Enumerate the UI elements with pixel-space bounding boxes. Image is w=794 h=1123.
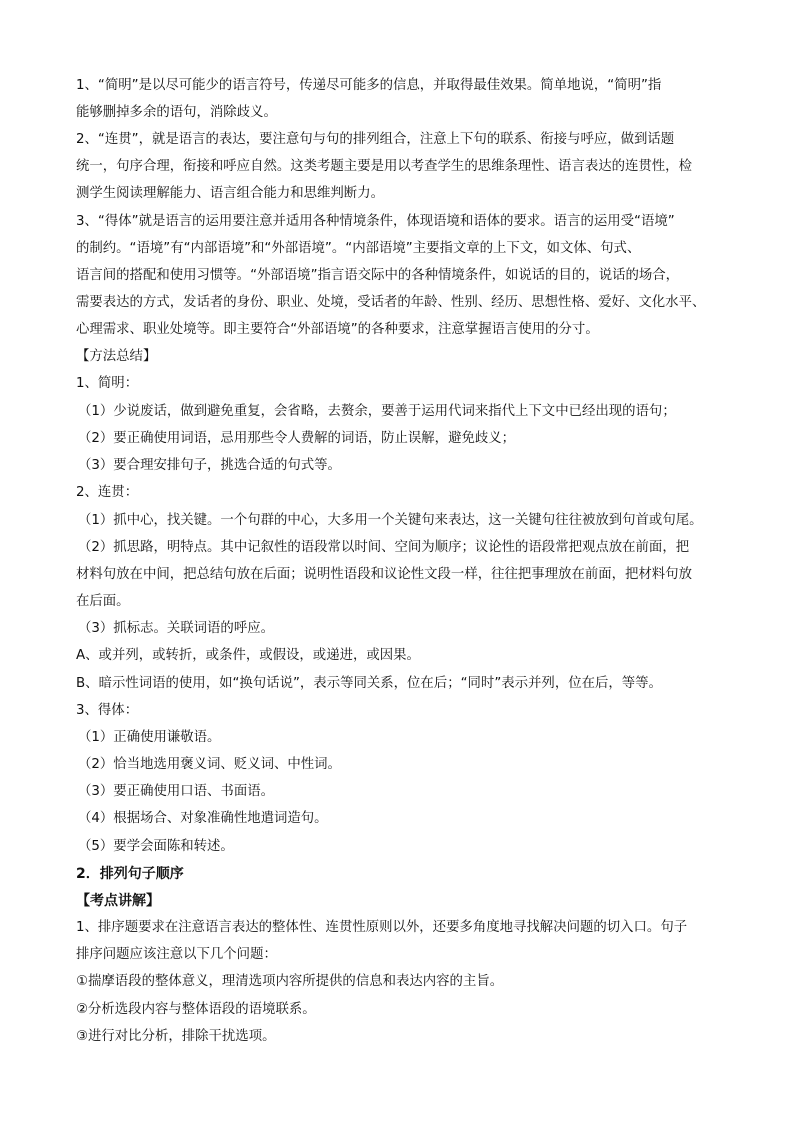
subheading-concise: 1、简明：: [76, 376, 139, 391]
para-3-line-2: 的制约。“语境”有“内部语境”和“外部语境”。“内部语境”主要指文章的上下文，如文体、句式、: [76, 241, 641, 256]
subheading-coherent: 2、连贯：: [76, 485, 139, 500]
section-heading-exam-points: 【考点讲解】: [76, 893, 160, 909]
coherent-item-2-line-2: 材料句放在中间，把总结句放在后面；说明性语段和议论性文段一样，往往把事理放在前面，把材料句放: [76, 567, 692, 582]
concise-item-1: （1）少说废话，做到避免重复，会省略，去赘余，要善于运用代词来指代上下文中已经出现的语句；: [78, 404, 676, 419]
exam-point-2: ②分析选段内容与整体语段的语境联系。: [76, 1002, 316, 1017]
para-1-line-1: 1、“简明”是以尽可能少的语言符号，传递尽可能多的信息，并取得最佳效果。简单地说，“简明”指: [76, 78, 662, 93]
coherent-item-3-b: B、暗示性词语的使用，如“换句话说”，表示等同关系，位在后；“同时”表示并列，位在后，等等。: [76, 676, 662, 691]
appropriate-item-4: （4）根据场合、对象准确性地遣词造句。: [78, 811, 328, 826]
concise-item-3: （3）要合理安排句子，挑选合适的句式等。: [78, 458, 341, 473]
para-1-line-2: 能够删掉多余的语句，消除歧义。: [76, 105, 277, 120]
subheading-appropriate: 3、得体：: [76, 703, 139, 718]
appropriate-item-5: （5）要学会面陈和转述。: [78, 839, 234, 854]
section-heading-sentence-order: 2．排列句子顺序: [76, 866, 184, 882]
para-3-line-5: 心理需求、职业处境等。即主要符合“外部语境”的各种要求，注意掌握语言使用的分寸。: [76, 322, 599, 337]
section-heading-method-summary: 【方法总结】: [76, 349, 157, 364]
para-2-line-1: 2、“连贯”，就是语言的表达，要注意句与句的排列组合，注意上下句的联系、衔接与呼应，做到话题: [76, 132, 675, 147]
appropriate-item-3: （3）要正确使用口语、书面语。: [78, 784, 274, 799]
appropriate-item-2: （2）恰当地选用褒义词、贬义词、中性词。: [78, 757, 341, 772]
para-3-line-4: 需要表达的方式，发话者的身份、职业、处境，受话者的年龄、性别、经历、思想性格、爱好、文化水平、: [76, 295, 706, 310]
coherent-item-1: （1）抓中心，找关键。一个句群的中心，大多用一个关键句来表达，这一关键句往往被放到句首或句尾。: [78, 513, 703, 528]
para-2-line-2: 统一，句序合理，衔接和呼应自然。这类考题主要是用以考查学生的思维条理性、语言表达的连贯性，检: [76, 159, 692, 174]
exam-para-line-2: 排序问题应该注意以下几个问题：: [76, 947, 277, 962]
para-2-line-3: 测学生阅读理解能力、语言组合能力和思维判断力。: [76, 186, 384, 201]
coherent-item-2-line-3: 在后面。: [76, 594, 130, 609]
para-3-line-3: 语言间的搭配和使用习惯等。“外部语境”指言语交际中的各种情境条件，如说话的目的，说话的场合，: [76, 268, 680, 283]
coherent-item-3: （3）抓标志。关联词语的呼应。: [78, 621, 274, 636]
coherent-item-3-a: A、或并列，或转折，或条件，或假设，或递进，或因果。: [76, 648, 420, 663]
exam-point-1: ①揣摩语段的整体意义，理清选项内容所提供的信息和表达内容的主旨。: [76, 974, 504, 989]
coherent-item-2-line-1: （2）抓思路，明特点。其中记叙性的语段常以时间、空间为顺序；议论性的语段常把观点放在前面，把: [78, 540, 690, 555]
appropriate-item-1: （1）正确使用谦敬语。: [78, 730, 221, 745]
para-3-line-1: 3、“得体”就是语言的运用要注意并适用各种情境条件，体现语境和语体的要求。语言的运用受“语境”: [76, 214, 675, 229]
exam-para-line-1: 1、排序题要求在注意语言表达的整体性、连贯性原则以外，还要多角度地寻找解决问题的切入口。句子: [76, 920, 688, 935]
concise-item-2: （2）要正确使用词语，忌用那些令人费解的词语，防止误解，避免歧义；: [78, 431, 516, 446]
exam-point-3: ③进行对比分析，排除干扰选项。: [76, 1029, 276, 1044]
